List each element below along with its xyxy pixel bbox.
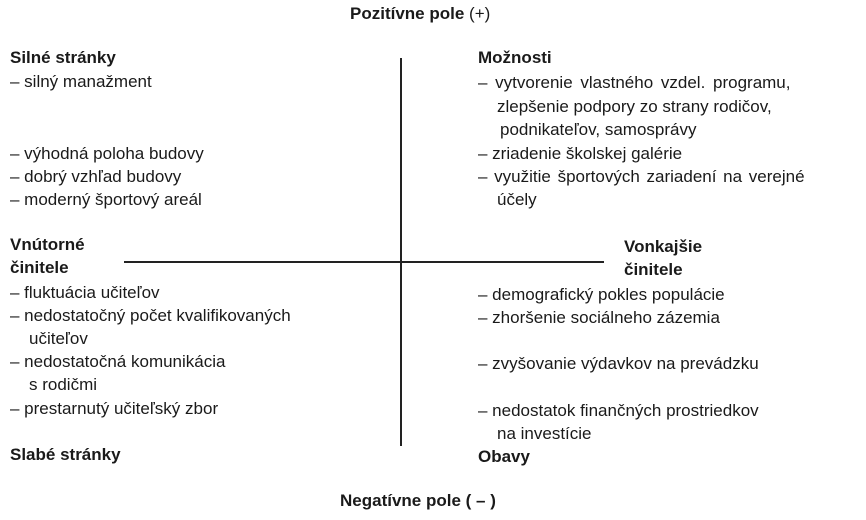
- external-factors-label-line1: Vonkajšie: [624, 237, 703, 256]
- opportunities-item: – zriadenie školskej galérie: [478, 144, 683, 163]
- weaknesses-item: s rodičmi: [29, 375, 98, 394]
- weaknesses-item: učiteľov: [29, 329, 88, 348]
- strengths-item: – moderný športový areál: [10, 190, 202, 209]
- internal-factors-label-line2: činitele: [10, 258, 69, 277]
- horizontal-axis: [124, 261, 604, 263]
- strengths-item: – výhodná poloha budovy: [10, 144, 204, 163]
- threats-item: na investície: [497, 424, 592, 443]
- opportunities-item: podnikateľov, samosprávy: [500, 120, 697, 139]
- external-factors-label-line2: činitele: [624, 260, 683, 279]
- opportunities-item: účely: [497, 190, 537, 209]
- weaknesses-item: – nedostatočná komunikácia: [10, 352, 226, 371]
- weaknesses-item: – nedostatočný počet kvalifikovaných: [10, 306, 291, 325]
- strengths-title: Silné stránky: [10, 48, 116, 67]
- opportunities-title: Možnosti: [478, 48, 552, 67]
- opportunities-item: – využitie športových zariadení na verejné: [478, 167, 805, 186]
- threats-item: – nedostatok finančných prostriedkov: [478, 401, 759, 420]
- threats-item: – zvyšovanie výdavkov na prevádzku: [478, 354, 759, 373]
- positive-pole-label: [350, 4, 490, 24]
- internal-factors-label-line1: Vnútorné: [10, 235, 85, 254]
- strengths-item: – dobrý vzhľad budovy: [10, 167, 182, 186]
- threats-item: – demografický pokles populácie: [478, 285, 725, 304]
- negative-pole-sign: ( – ): [465, 491, 496, 510]
- positive-pole-title: Pozitívne pole: [350, 4, 465, 23]
- weaknesses-item: – fluktuácia učiteľov: [10, 283, 160, 302]
- strengths-item: – silný manažment: [10, 72, 152, 91]
- threats-title: Obavy: [478, 447, 530, 466]
- negative-pole-title: Negatívne pole: [340, 491, 461, 510]
- opportunities-item: zlepšenie podpory zo strany rodičov,: [497, 97, 772, 116]
- weaknesses-item: – prestarnutý učiteľský zbor: [10, 399, 219, 418]
- negative-pole-label: [340, 491, 496, 511]
- positive-pole-sign: (+): [469, 4, 491, 23]
- vertical-axis: [400, 58, 402, 446]
- weaknesses-title: Slabé stránky: [10, 445, 121, 464]
- opportunities-item: – vytvorenie vlastného vzdel. programu,: [478, 73, 791, 92]
- threats-item: – zhoršenie sociálneho zázemia: [478, 308, 720, 327]
